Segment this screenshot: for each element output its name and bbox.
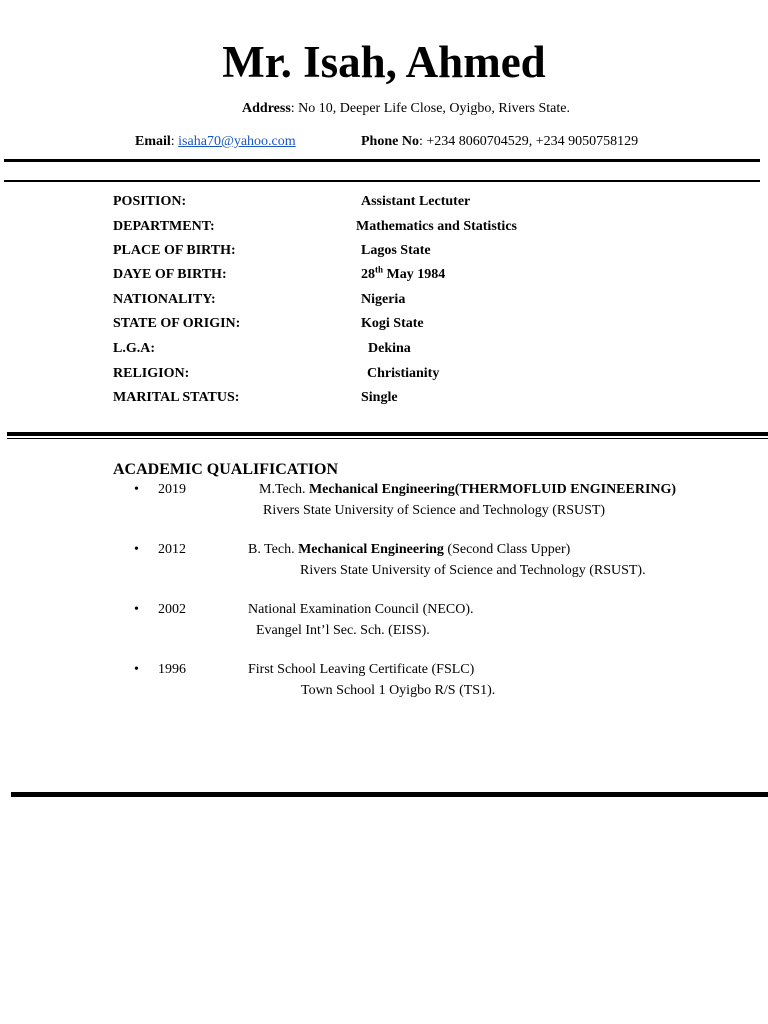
dob-rest: May 1984	[383, 267, 446, 282]
bullet-icon: •	[134, 542, 139, 557]
address-value: : No 10, Deeper Life Close, Oyigbo, Rivers State.	[290, 101, 570, 116]
marital-status-value: Single	[361, 390, 398, 405]
position-label: POSITION:	[113, 194, 187, 209]
lga-label: L.G.A:	[113, 341, 155, 356]
lga-value: Dekina	[368, 341, 411, 356]
email-label: Email	[135, 134, 171, 149]
dob-day: 28	[361, 267, 375, 282]
entry-school: Town School 1 Oyigbo R/S (TS1).	[301, 683, 496, 698]
email-line	[135, 134, 296, 150]
phone-label: Phone No	[361, 134, 419, 149]
entry-qualification: National Examination Council (NECO).	[248, 602, 474, 617]
section-rule-thin	[7, 438, 768, 439]
state-of-origin-value: Kogi State	[361, 316, 424, 331]
place-of-birth-value: Lagos State	[361, 243, 431, 258]
qual-prefix: M.Tech.	[259, 482, 309, 497]
entry-school: Rivers State University of Science and Technology (RSUST).	[300, 563, 646, 578]
qual-bold: Mechanical Engineering(THERMOFLUID ENGINEERING)	[308, 482, 677, 497]
entry-school: Evangel Int’l Sec. Sch. (EISS).	[256, 623, 430, 638]
date-of-birth-value	[361, 264, 446, 283]
entry-year: 2019	[158, 482, 186, 497]
phone-value: : +234 8060704529, +234 9050758129	[418, 134, 639, 149]
marital-status-label: MARITAL STATUS:	[113, 390, 240, 405]
entry-school: Rivers State University of Science and Technology (RSUST)	[263, 503, 606, 518]
resume-name: Mr. Isah, Ahmed	[222, 37, 546, 87]
entry-year: 2012	[158, 542, 186, 557]
position-value: Assistant Lectuter	[361, 194, 471, 209]
entry-year: 1996	[158, 662, 186, 677]
bullet-icon: •	[134, 662, 139, 677]
address-line	[0, 101, 768, 117]
nationality-value: Nigeria	[361, 292, 406, 307]
bullet-icon: •	[134, 482, 139, 497]
qual-bold: Mechanical Engineering	[298, 542, 444, 557]
nationality-label: NATIONALITY:	[113, 292, 216, 307]
bullet-icon: •	[134, 602, 139, 617]
entry-qualification: First School Leaving Certificate (FSLC)	[248, 662, 475, 677]
department-value: Mathematics and Statistics	[356, 219, 517, 234]
dob-ordinal: th	[375, 264, 384, 275]
header-rule-thick	[4, 159, 760, 162]
header-rule-thin	[4, 180, 760, 182]
date-of-birth-label: DAYE OF BIRTH:	[113, 267, 227, 282]
religion-label: RELIGION:	[113, 366, 190, 381]
entry-qualification	[259, 482, 676, 498]
address-label: Address	[242, 101, 291, 116]
entry-year: 2002	[158, 602, 186, 617]
footer-rule	[11, 792, 768, 797]
phone-line	[361, 134, 638, 150]
department-label: DEPARTMENT:	[113, 219, 215, 234]
place-of-birth-label: PLACE OF BIRTH:	[113, 243, 236, 258]
state-of-origin-label: STATE OF ORIGIN:	[113, 316, 241, 331]
qual-prefix: B. Tech.	[248, 542, 299, 557]
email-link[interactable]: isaha70@yahoo.com	[178, 134, 296, 149]
religion-value: Christianity	[367, 366, 440, 381]
entry-qualification	[248, 542, 570, 558]
qual-suffix: (Second Class Upper)	[443, 542, 571, 557]
section-rule-thick	[7, 432, 768, 436]
academic-section-title: ACADEMIC QUALIFICATION	[113, 461, 339, 478]
email-separator: :	[170, 134, 179, 149]
